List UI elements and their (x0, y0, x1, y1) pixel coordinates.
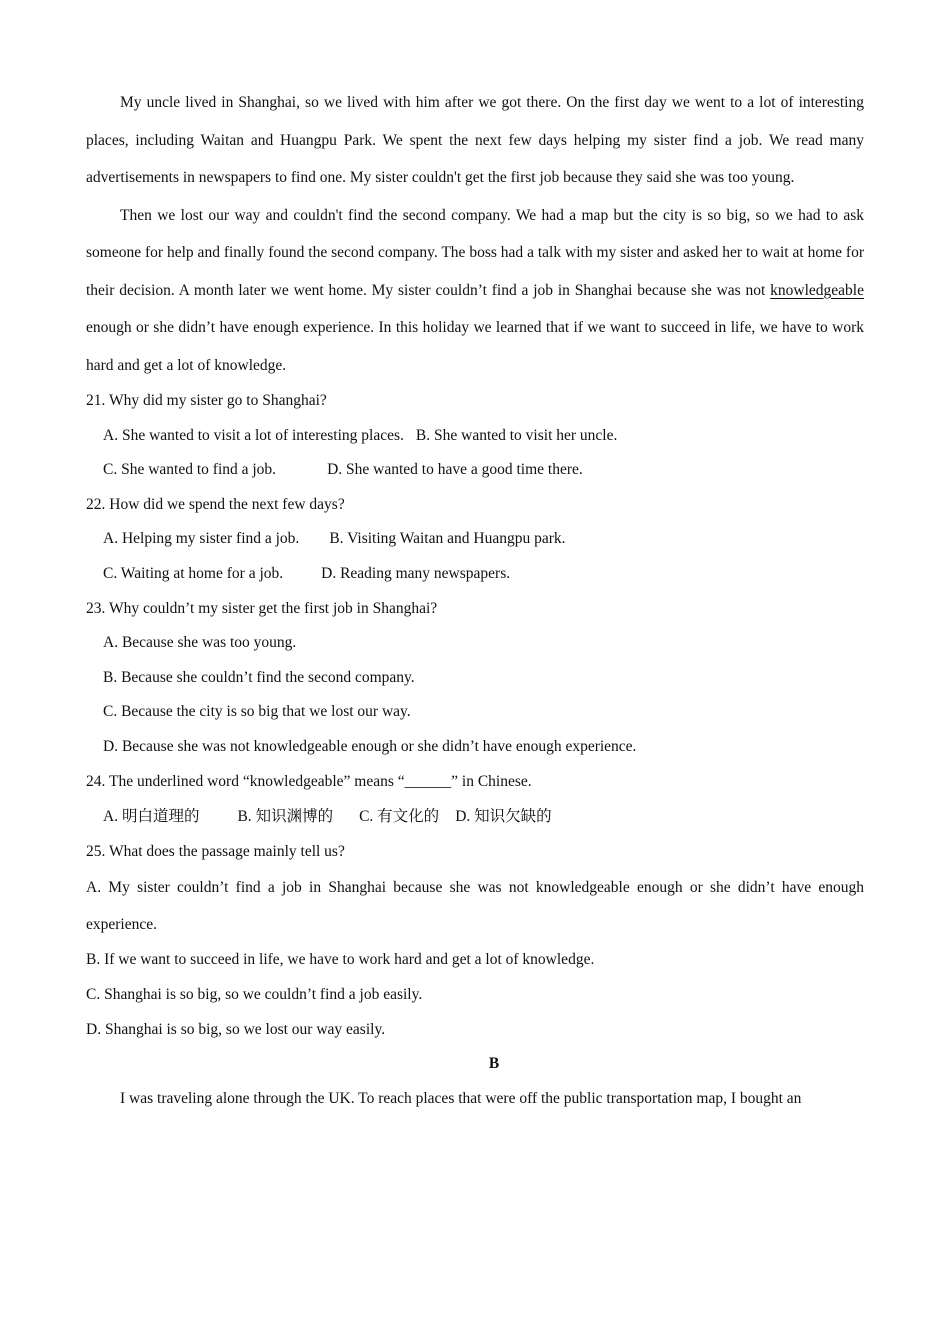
q22-option-c: C. Waiting at home for a job. (103, 564, 284, 582)
q21-option-c: C. She wanted to find a job. (103, 461, 277, 479)
question-21-options-row-1 (86, 419, 864, 454)
q24-option-d-label: D. (455, 808, 475, 826)
q23-option-a: A. Because she was too young. (103, 634, 297, 652)
question-22-options-row-1 (86, 522, 864, 557)
q21-option-d: D. She wanted to have a good time there. (327, 461, 583, 479)
question-22-stem: 22. How did we spend the next few days? (86, 495, 345, 513)
q22-option-d: D. Reading many newspapers. (321, 564, 511, 582)
question-21-options-row-2 (86, 453, 864, 488)
passage-a-paragraph-1: My uncle lived in Shanghai, so we lived with him after we got there. On the first day we went to a lot of interesting places, including Waitan and Huangpu Park. We spent the next few days helping my sister find a job. We read many advertisements in newspapers to find one. My sister couldn't get the first job because they said she was too young. (86, 94, 864, 186)
question-21-stem: 21. Why did my sister go to Shanghai? (86, 392, 327, 409)
q24-option-a: 明白道理的 (121, 807, 200, 826)
question-25-stem: 25. What does the passage mainly tell us? (86, 842, 345, 860)
q22-option-a: A. Helping my sister find a job. (103, 530, 300, 548)
q23-option-c: C. Because the city is so big that we lost our way. (103, 703, 411, 721)
q23-option-b: B. Because she couldn’t find the second company. (103, 668, 415, 686)
q25-option-d: D. Shanghai is so big, so we lost our way easily. (86, 1020, 386, 1038)
q25-option-c: C. Shanghai is so big, so we couldn’t find a job easily. (86, 985, 423, 1003)
q24-option-b-label: B. (237, 808, 256, 826)
question-24-options-row (86, 799, 864, 835)
question-22-options-row-2 (86, 557, 864, 592)
paragraph-2-text-before: Then we lost our way and couldn't find the second company. We had a map but the city is so big, so we had to ask someone for help and finally found the second company. The boss had a talk with my sister and asked her to wait at home for their decision. A month later we went home. My sister couldn’t find a job in Shanghai because she was not (86, 206, 864, 299)
q21-option-a: A. She wanted to visit a lot of interesting places. (103, 426, 404, 444)
q25-option-b: B. If we want to succeed in life, we have to work hard and get a lot of knowledge. (86, 951, 595, 969)
section-b-first-line: I was traveling alone through the UK. To reach places that were off the public transportation map, I bought an (120, 1089, 802, 1107)
passage-a-paragraph-2 (86, 197, 864, 385)
paragraph-2-text-after: enough or she didn’t have enough experience. In this holiday we learned that if we want to succeed in life, we have to work hard and get a lot of knowledge. (86, 319, 864, 374)
q24-option-b: 知识渊博的 (255, 807, 334, 826)
underlined-word: knowledgeable (770, 281, 864, 299)
q22-option-b: B. Visiting Waitan and Huangpu park. (329, 530, 566, 548)
q25-option-a: A. My sister couldn’t find a job in Shanghai because she was not knowledgeable enough or she didn’t have enough experience. (86, 879, 864, 934)
q24-option-d: 知识欠缺的 (474, 807, 552, 826)
section-b-heading: B (488, 1055, 500, 1073)
question-23-stem: 23. Why couldn’t my sister get the first job in Shanghai? (86, 599, 438, 617)
q21-option-b: B. She wanted to visit her uncle. (415, 426, 618, 444)
q24-option-c: 有文化的 (377, 807, 440, 826)
q24-option-c-label: C. (359, 808, 378, 826)
q24-option-a-label: A. (103, 808, 122, 826)
question-24-stem: 24. The underlined word “knowledgeable” means “______” in Chinese. (86, 772, 532, 790)
q23-option-d: D. Because she was not knowledgeable enough or she didn’t have enough experience. (103, 737, 637, 755)
document-page (86, 84, 864, 1116)
